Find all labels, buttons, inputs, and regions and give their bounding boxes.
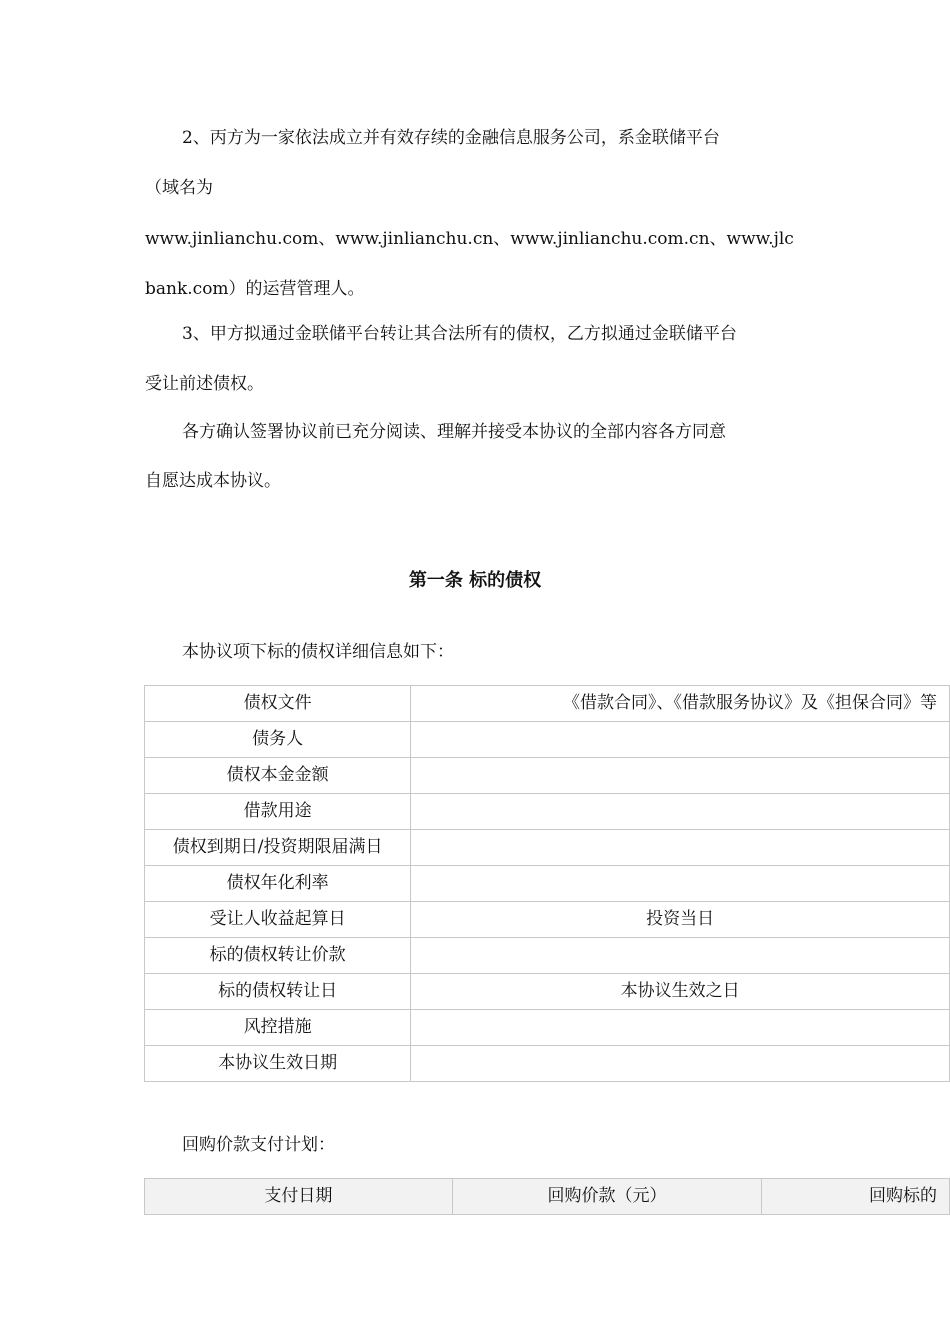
payment-plan-table	[144, 1178, 950, 1215]
row-value	[411, 866, 950, 902]
row-label: 标的债权转让日	[145, 974, 411, 1010]
column-header-repurchase-price: 回购价款（元）	[452, 1179, 761, 1215]
table-row	[145, 1010, 950, 1046]
row-label: 债权年化利率	[145, 866, 411, 902]
paragraph-line: （域名为	[145, 178, 213, 198]
table-row	[145, 830, 950, 866]
paragraph-line: 各方确认签署协议前已充分阅读、理解并接受本协议的全部内容各方同意	[182, 422, 726, 442]
row-label: 债权本金金额	[145, 758, 411, 794]
section-title: 第一条 标的债权	[408, 570, 542, 591]
table-row	[145, 974, 950, 1010]
table-row	[145, 1046, 950, 1082]
row-value: 本协议生效之日	[411, 974, 950, 1010]
paragraph-line: 自愿达成本协议。	[145, 471, 281, 491]
row-label: 借款用途	[145, 794, 411, 830]
table-row	[145, 722, 950, 758]
column-header-payment-date: 支付日期	[145, 1179, 453, 1215]
row-value: 《借款合同》、《借款服务协议》及《担保合同》等	[411, 686, 950, 722]
row-value: 投资当日	[411, 902, 950, 938]
table-row	[145, 686, 950, 722]
paragraph-line: 2、丙方为一家依法成立并有效存续的金融信息服务公司，系金联储平台	[182, 128, 720, 148]
row-value	[411, 1010, 950, 1046]
table-row	[145, 758, 950, 794]
row-label: 本协议生效日期	[145, 1046, 411, 1082]
row-label: 受让人收益起算日	[145, 902, 411, 938]
table-row	[145, 938, 950, 974]
paragraph-line: www.jinlianchu.com、www.jinlianchu.cn、www.jinlianchu.com.cn、www.jlc	[145, 229, 794, 249]
row-label: 风控措施	[145, 1010, 411, 1046]
row-label: 标的债权转让价款	[145, 938, 411, 974]
row-value	[411, 758, 950, 794]
row-label: 债权文件	[145, 686, 411, 722]
row-value	[411, 1046, 950, 1082]
row-value	[411, 722, 950, 758]
detail-intro: 本协议项下标的债权详细信息如下：	[182, 642, 454, 662]
paragraph-line: bank.com）的运营管理人。	[145, 279, 365, 299]
row-value	[411, 794, 950, 830]
table-row	[145, 866, 950, 902]
row-label: 债务人	[145, 722, 411, 758]
paragraph-line: 3、甲方拟通过金联储平台转让其合法所有的债权，乙方拟通过金联储平台	[182, 324, 737, 344]
table-header-row	[145, 1179, 950, 1215]
column-header-repurchase-target: 回购标的	[762, 1179, 950, 1215]
payment-intro: 回购价款支付计划：	[182, 1135, 335, 1155]
row-value	[411, 938, 950, 974]
debt-detail-table	[144, 685, 950, 1082]
paragraph-line: 受让前述债权。	[145, 374, 264, 394]
table-row	[145, 902, 950, 938]
row-label: 债权到期日/投资期限届满日	[145, 830, 411, 866]
row-value	[411, 830, 950, 866]
table-row	[145, 794, 950, 830]
